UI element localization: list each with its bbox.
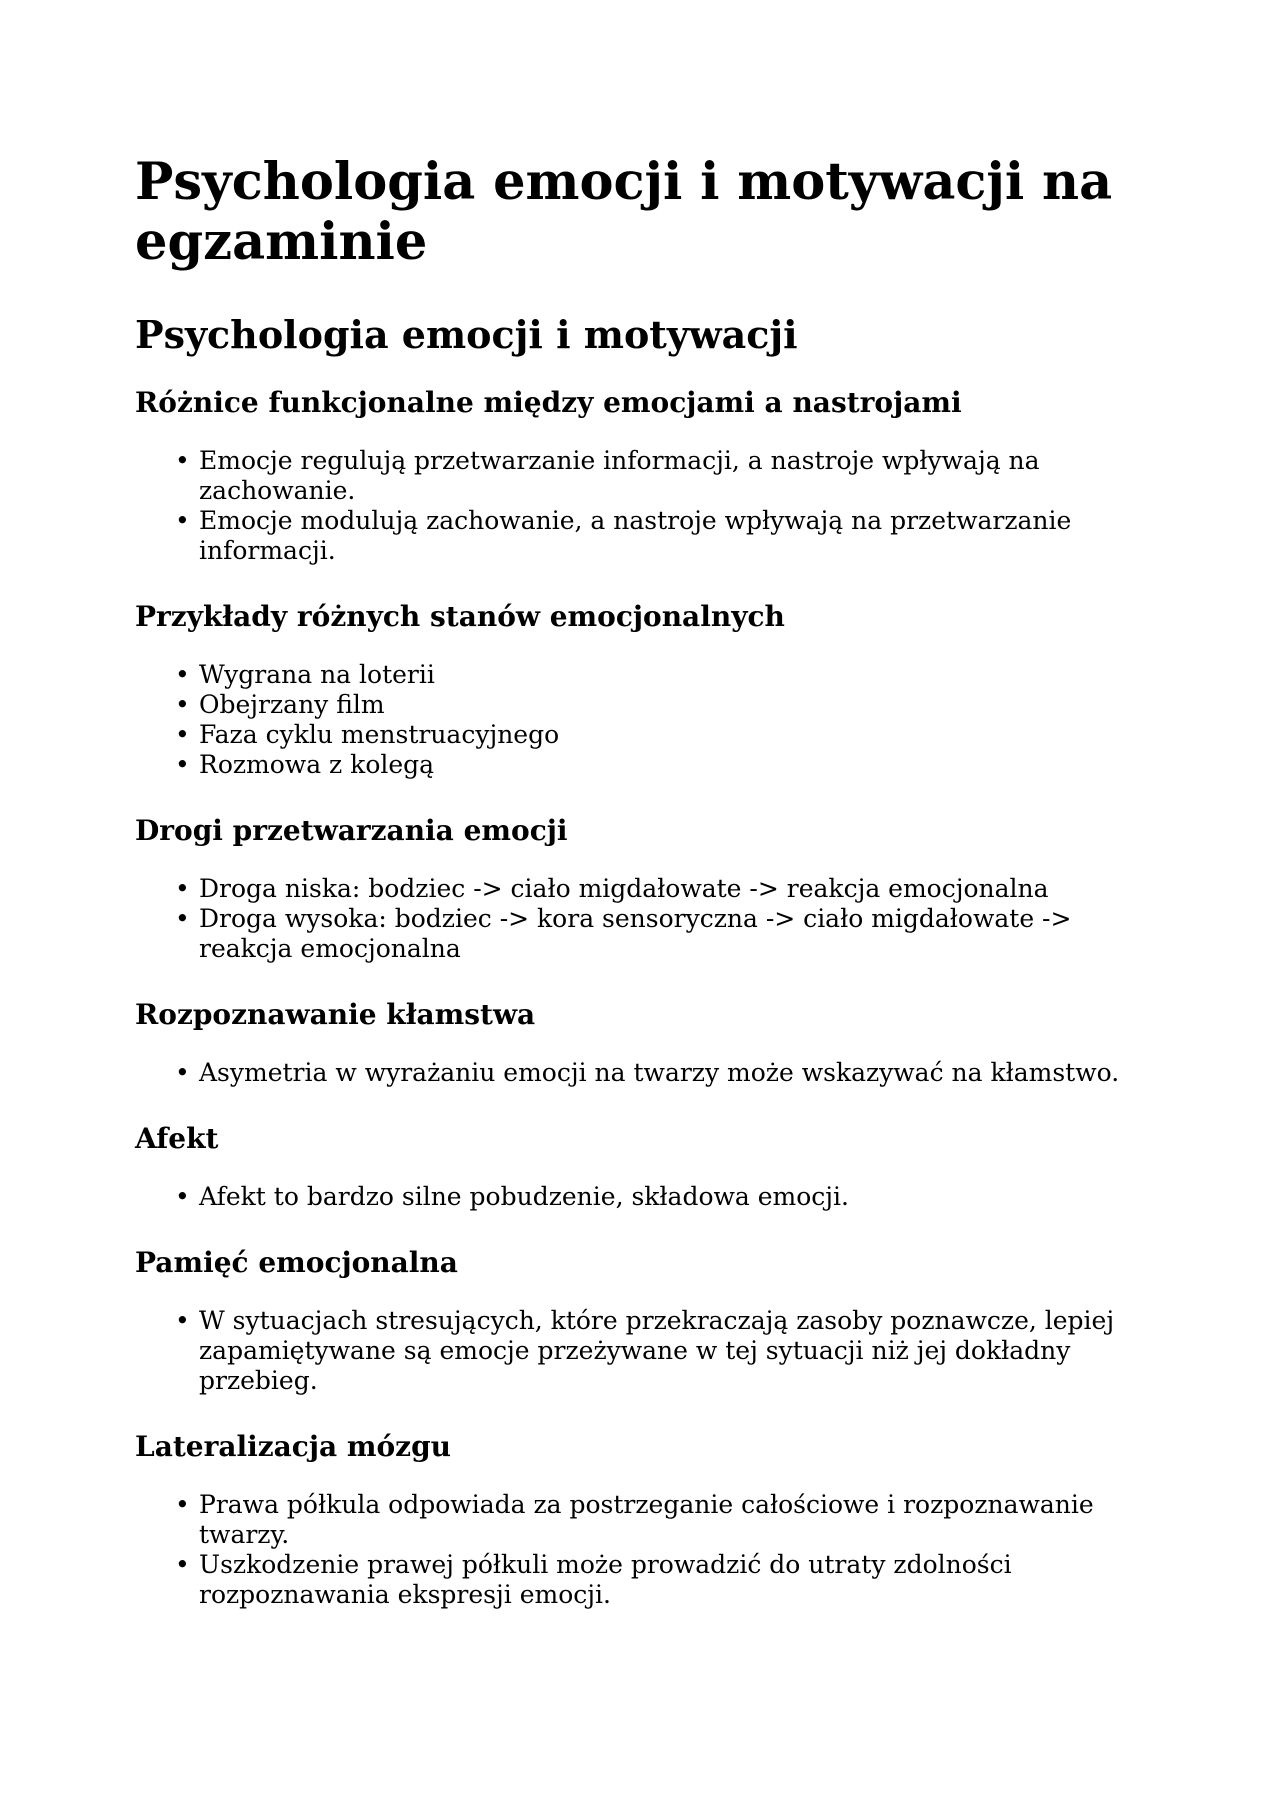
bullet-icon: • [175,1058,190,1087]
bullet-icon: • [175,1306,190,1335]
bullet-icon: • [175,720,190,749]
list-item [175,904,1155,964]
list-item [175,1182,1155,1212]
subsection [135,1122,1155,1212]
subsection-heading: Lateralizacja mózgu [135,1430,451,1463]
list-item-text: W sytuacjach stresujących, które przekraczają zasoby poznawcze, lepiej zapamiętywane są emocje przeżywane w tej sytuacji niż jej dokładny przebieg. [199,1306,1115,1395]
list-item [175,660,1155,690]
list-item-text: Afekt to bardzo silne pobudzenie, składowa emocji. [199,1182,849,1211]
bullet-list [135,1182,1155,1212]
list-item-text: Asymetria w wyrażaniu emocji na twarzy może wskazywać na kłamstwo. [199,1058,1120,1087]
subsection [135,386,1155,566]
subsection [135,814,1155,964]
list-item-text: Emocje modulują zachowanie, a nastroje wpływają na przetwarzanie informacji. [199,506,1072,565]
bullet-list [135,446,1155,566]
list-item [175,446,1155,506]
subsection [135,1430,1155,1610]
bullet-icon: • [175,660,190,689]
list-item-text: Droga niska: bodziec -> ciało migdałowate -> reakcja emocjonalna [199,874,1049,903]
bullet-icon: • [175,874,190,903]
bullet-list [135,1058,1155,1088]
subsection-heading: Przykłady różnych stanów emocjonalnych [135,600,785,633]
list-item [175,750,1155,780]
bullet-list [135,660,1155,780]
bullet-icon: • [175,446,190,475]
list-item-text: Emocje regulują przetwarzanie informacji, a nastroje wpływają na zachowanie. [199,446,1040,505]
list-item-text: Prawa półkula odpowiada za postrzeganie całościowe i rozpoznawanie twarzy. [199,1490,1094,1549]
bullet-list [135,874,1155,964]
bullet-list [135,1490,1155,1610]
list-item-text: Uszkodzenie prawej półkuli może prowadzić do utraty zdolności rozpoznawania ekspresji emocji. [199,1550,1012,1609]
bullet-icon: • [175,1550,190,1579]
bullet-icon: • [175,750,190,779]
list-item [175,1306,1155,1396]
list-item [175,1490,1155,1550]
list-item-text: Rozmowa z kolegą [199,750,435,779]
list-item-text: Faza cyklu menstruacyjnego [199,720,560,749]
bullet-icon: • [175,690,190,719]
bullet-icon: • [175,1490,190,1519]
list-item [175,506,1155,566]
subsection-heading: Rozpoznawanie kłamstwa [135,998,536,1031]
list-item [175,874,1155,904]
subsection [135,998,1155,1088]
subsection-heading: Różnice funkcjonalne między emocjami a nastrojami [135,386,962,419]
bullet-list [135,1306,1155,1396]
bullet-icon: • [175,506,190,535]
document-page [135,152,1155,1644]
subsection-heading: Drogi przetwarzania emocji [135,814,568,847]
list-item-text: Obejrzany film [199,690,385,719]
list-item-text: Droga wysoka: bodziec -> kora sensoryczna -> ciało migdałowate -> reakcja emocjonalna [199,904,1072,963]
document-title: Psychologia emocji i motywacji na egzaminie [135,152,1113,272]
bullet-icon: • [175,1182,190,1211]
subsection [135,600,1155,780]
bullet-icon: • [175,904,190,933]
list-item [175,1550,1155,1610]
subsection-heading: Pamięć emocjonalna [135,1246,458,1279]
subsection-heading: Afekt [135,1122,219,1155]
list-item-text: Wygrana na loterii [199,660,435,689]
subsections-container [135,386,1155,1610]
list-item [175,690,1155,720]
subsection [135,1246,1155,1396]
list-item [175,720,1155,750]
section-title: Psychologia emocji i motywacji [135,312,798,357]
list-item [175,1058,1155,1088]
